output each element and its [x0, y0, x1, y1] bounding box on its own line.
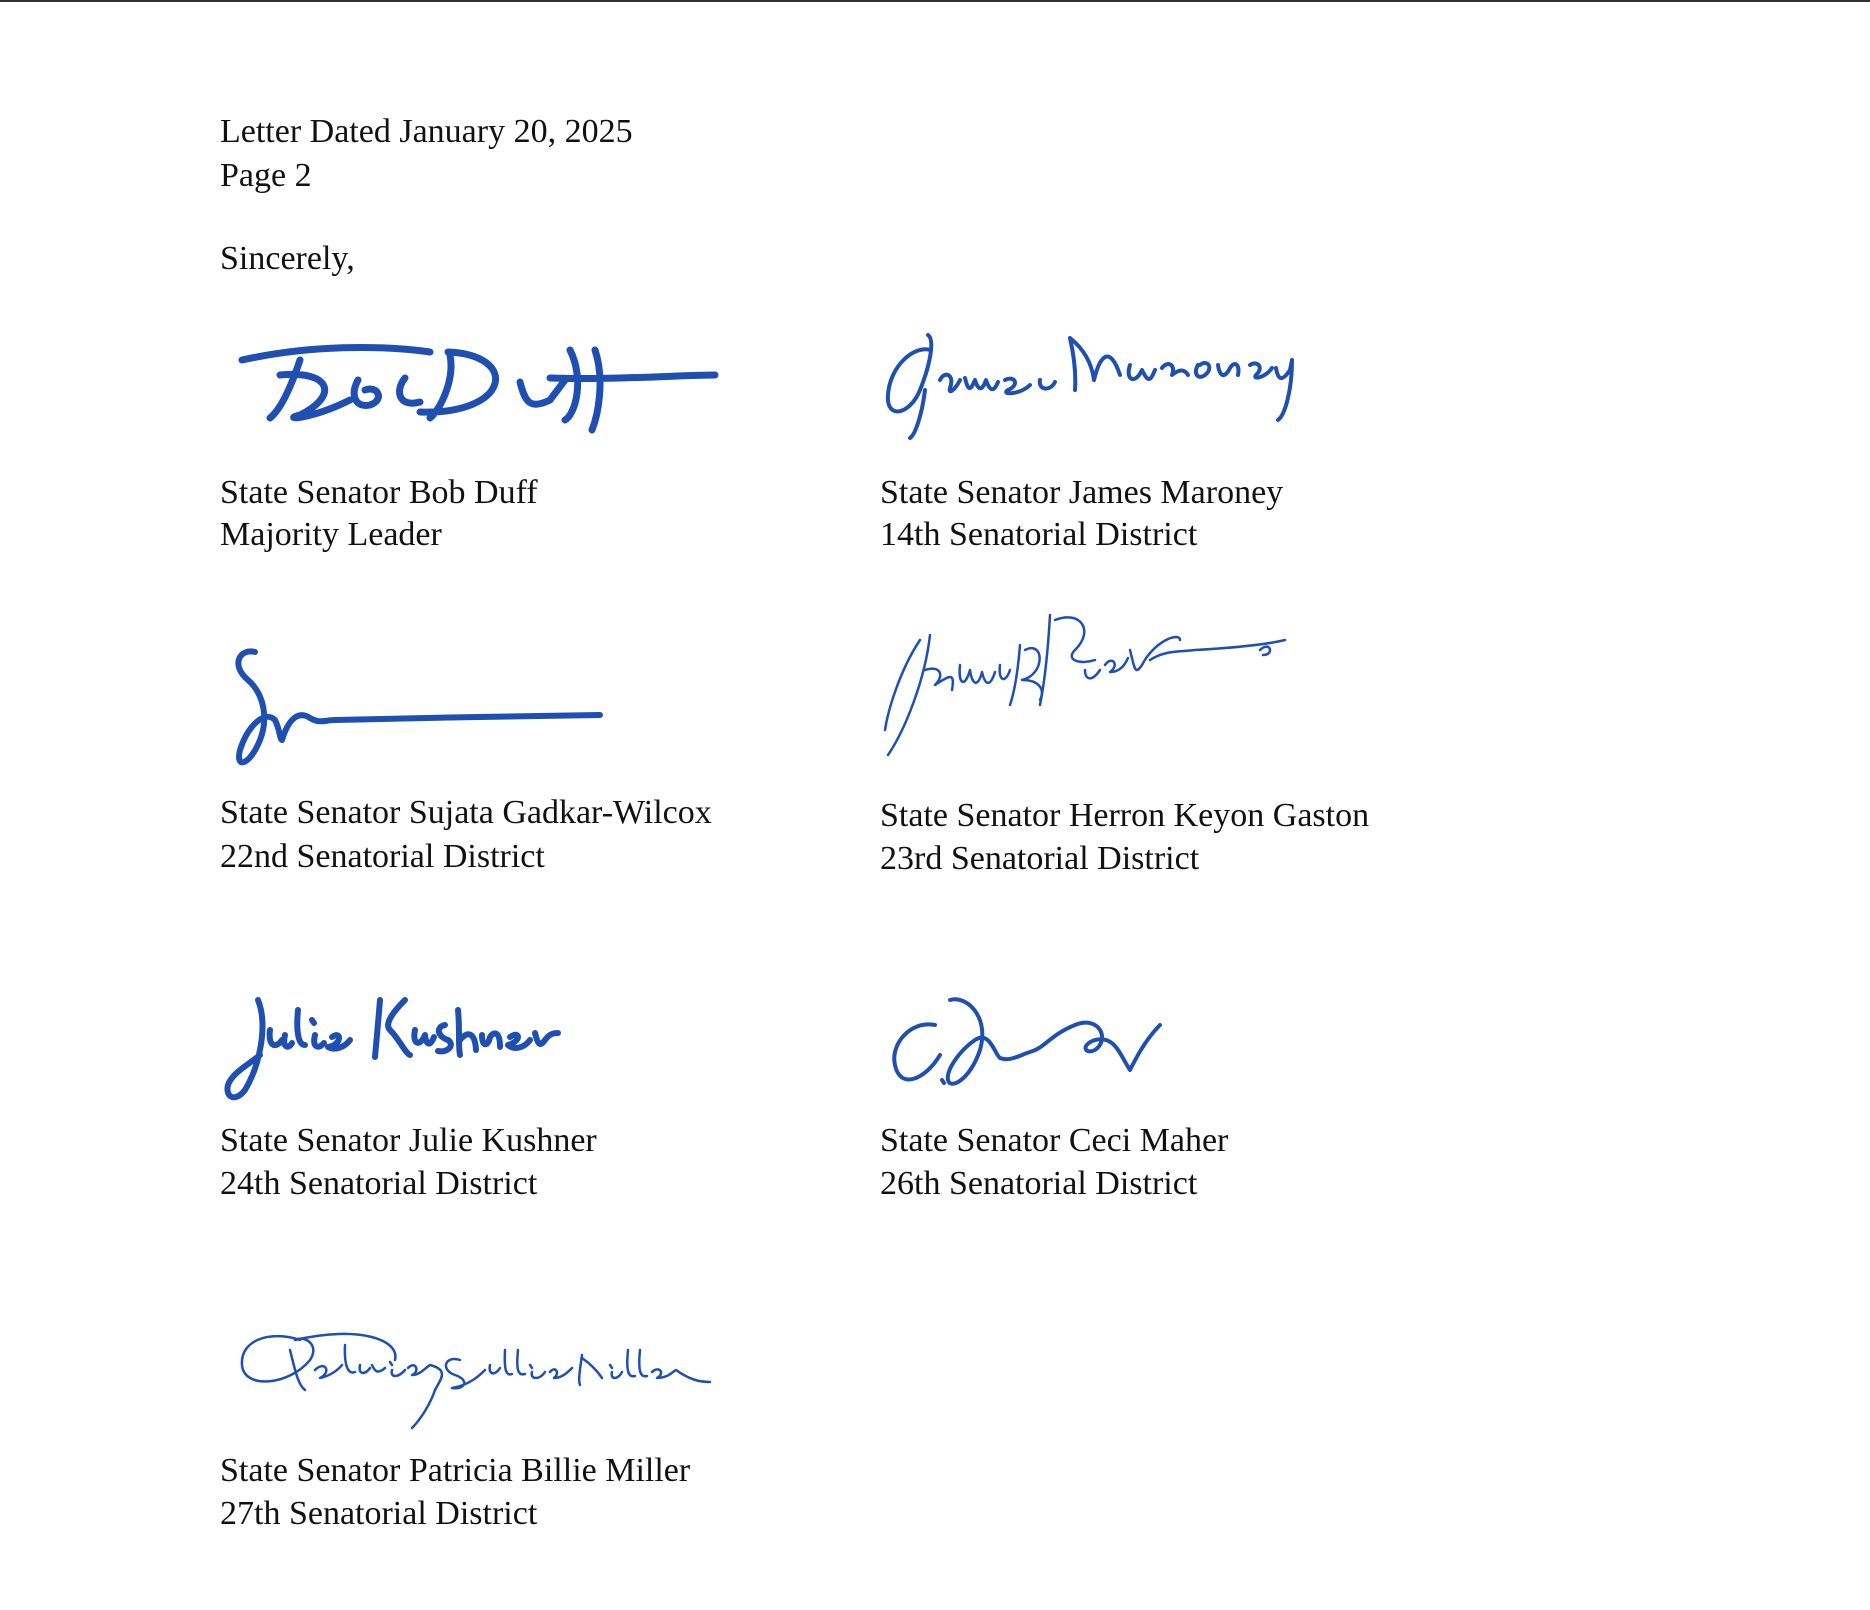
signer-name: State Senator Herron Keyon Gaston — [880, 797, 1370, 834]
signer-name: State Senator Patricia Billie Miller — [220, 1452, 691, 1489]
signer-name: State Senator James Maroney — [880, 474, 1284, 511]
signer-name: State Senator Bob Duff — [220, 474, 538, 511]
signature-stroke-ceci-maher — [894, 999, 1160, 1084]
signer-block-julie-kushner — [220, 985, 860, 1285]
signer-name: State Senator Sujata Gadkar-Wilcox — [220, 794, 712, 831]
letter-date-line: Letter Dated January 20, 2025 — [220, 113, 633, 150]
page-number-line: Page 2 — [220, 157, 312, 194]
signer-block-james-maroney — [880, 320, 1520, 620]
signature-patricia-billie-miller — [220, 1310, 740, 1470]
closing-salutation: Sincerely, — [220, 240, 355, 277]
signer-block-sujata-gadkar-wilcox — [220, 640, 860, 940]
signature-ceci-maher — [880, 980, 1400, 1140]
signature-stroke-patricia-billie-miller — [242, 1334, 710, 1428]
signer-title: 27th Senatorial District — [220, 1495, 538, 1532]
signer-block-ceci-maher — [880, 980, 1520, 1280]
signature-james-maroney — [880, 320, 1400, 480]
signer-title: 24th Senatorial District — [220, 1165, 538, 1202]
signature-stroke-bob-duff — [242, 347, 715, 430]
signer-block-bob-duff — [220, 320, 860, 620]
signer-title: 23rd Senatorial District — [880, 840, 1200, 877]
signature-herron-keyon-gaston — [880, 610, 1400, 790]
signature-stroke-sujata-gadkar-wilcox — [238, 651, 600, 762]
signer-name: State Senator Julie Kushner — [220, 1122, 597, 1159]
signer-title: 22nd Senatorial District — [220, 838, 545, 875]
signer-title: 14th Senatorial District — [880, 516, 1198, 553]
signature-stroke-herron-keyon-gaston — [885, 615, 1285, 755]
signature-stroke-julie-kushner — [227, 1000, 558, 1097]
signer-block-herron-keyon-gaston — [880, 610, 1520, 910]
signature-bob-duff — [220, 320, 740, 480]
signature-sujata-gadkar-wilcox — [220, 640, 740, 800]
signer-block-patricia-billie-miller — [220, 1310, 860, 1610]
signature-stroke-james-maroney — [888, 335, 1292, 438]
signer-name: State Senator Ceci Maher — [880, 1122, 1229, 1159]
signer-title: 26th Senatorial District — [880, 1165, 1198, 1202]
signer-title: Majority Leader — [220, 516, 442, 553]
